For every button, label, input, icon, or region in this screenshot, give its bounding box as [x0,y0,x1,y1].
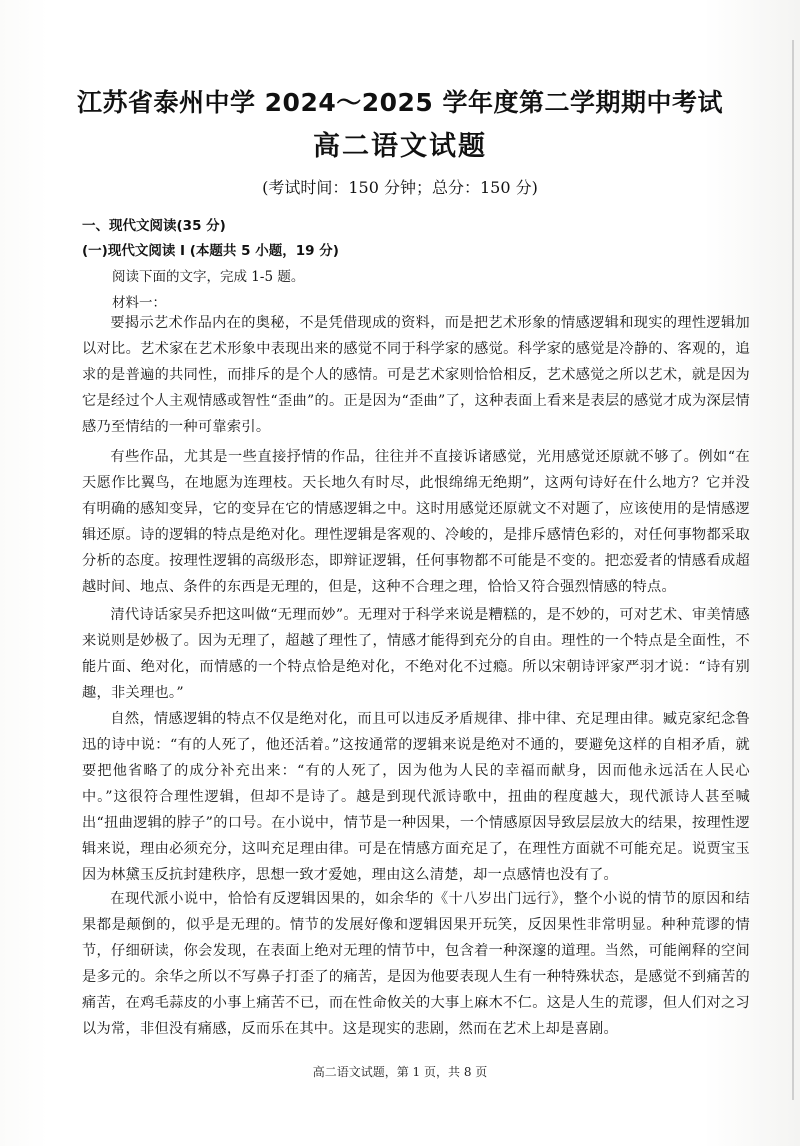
page-edge-shadow [792,40,794,1100]
paragraph-3: 清代诗话家吴乔把这叫做“无理而妙”。无理对于科学来说是糟糕的，是不妙的，可对艺术、审美情感来说则是妙极了。因为无理了，超越了理性了，情感才能得到充分的自由。理性的一个特点是全面性，不能片面、绝对化，而情感的一个特点恰是绝对化，不绝对化不过瘾。所以宋朝诗评家严羽才说：“诗有别趣，非关理也。” [82,607,750,701]
paragraph-2: 有些作品，尤其是一些直接抒情的作品，往往并不直接诉诸感觉，光用感觉还原就不够了。例如“在天愿作比翼鸟，在地愿为连理枝。天长地久有时尽，此恨绵绵无绝期”，这两句诗好在什么地方？它并没有明确的感知变异，它的变异在它的情感逻辑之中。这时用感觉还原就文不对题了，应该使用的是情感逻辑还原。诗的逻辑的特点是绝对化。理性逻辑是客观的、冷峻的，是排斥感情色彩的，对任何事物都采取分析的态度。按理性逻辑的高级形态，即辩证逻辑，任何事物都不可能是不变的。把恋爱者的情感看成超越时间、地点、条件的东西是无理的，但是，这种不合理之理，恰恰又符合强烈情感的特点。 [82,449,750,595]
material-label: 材料一： [112,295,166,311]
subsection-heading: (一)现代文阅读 I (本题共 5 小题，19 分) [82,243,339,259]
paragraph-5: 在现代派小说中，恰恰有反逻辑因果的，如余华的《十八岁出门远行》，整个小说的情节的原因和结果都是颠倒的，似乎是无理的。情节的发展好像和逻辑因果开玩笑，反因果性非常明显。种种荒谬的情节，仔细研读，你会发现，在表面上绝对无理的情节中，包含着一种深邃的道理。当然，可能阐释的空间是多元的。余华之所以不写鼻子打歪了的痛苦，是因为他要表现人生有一种特殊状态，是感觉不到痛苦的痛苦，在鸡毛蒜皮的小事上痛苦不已，而在性命攸关的大事上麻木不仁。这是人生的荒谬，但人们对之习以为常，非但没有痛感，反而乐在其中。这是现实的悲剧，然而在艺术上却是喜剧。 [82,891,750,1037]
exam-time-info: (考试时间：150 分钟；总分：150 分) [262,178,538,197]
section-heading: 一、现代文阅读(35 分) [82,218,226,234]
exam-subject-title: 高二语文试题 [313,131,487,162]
paragraph-4: 自然，情感逻辑的特点不仅是绝对化，而且可以违反矛盾规律、排中律、充足理由律。臧克家纪念鲁迅的诗中说：“有的人死了，他还活着。”这按通常的逻辑来说是绝对不通的，要避免这样的自相矛盾，就要把他省略了的成分补充出来：“有的人死了，因为他为人民的幸福而献身，因而他永远活在人民心中。”这很符合理性逻辑，但却不是诗了。越是到现代派诗歌中，扭曲的程度越大，现代派诗人甚至喊出“扭曲逻辑的脖子”的口号。在小说中，情节是一种因果，一个情感原因导致层层放大的结果，按理性逻辑来说，理由必须充分，这叫充足理由律。可是在情感方面充足了，在理性方面就不可能充足。说贾宝玉因为林黛玉反抗封建秩序，思想一致才爱她，理由这么清楚，却一点感情也没有了。 [82,711,750,883]
reading-instruction: 阅读下面的文字，完成 1-5 题。 [112,269,305,285]
exam-title: 江苏省泰州中学 2024～2025 学年度第二学期期中考试 [76,88,724,117]
page-footer: 高二语文试题，第 1 页，共 8 页 [312,1065,488,1079]
paragraph-1: 要揭示艺术作品内在的奥秘，不是凭借现成的资料，而是把艺术形象的情感逻辑和现实的理性逻辑加以对比。艺术家在艺术形象中表现出来的感觉不同于科学家的感觉。科学家的感觉是冷静的、客观的，追求的是普遍的共同性，而排斥的是个人的感情。可是艺术家则恰恰相反，艺术感觉之所以艺术，就是因为它是经过个人主观情感或智性“歪曲”的。正是因为“歪曲”了，这种表面上看来是表层的感觉才成为深层情感乃至情结的一种可靠索引。 [82,315,750,435]
